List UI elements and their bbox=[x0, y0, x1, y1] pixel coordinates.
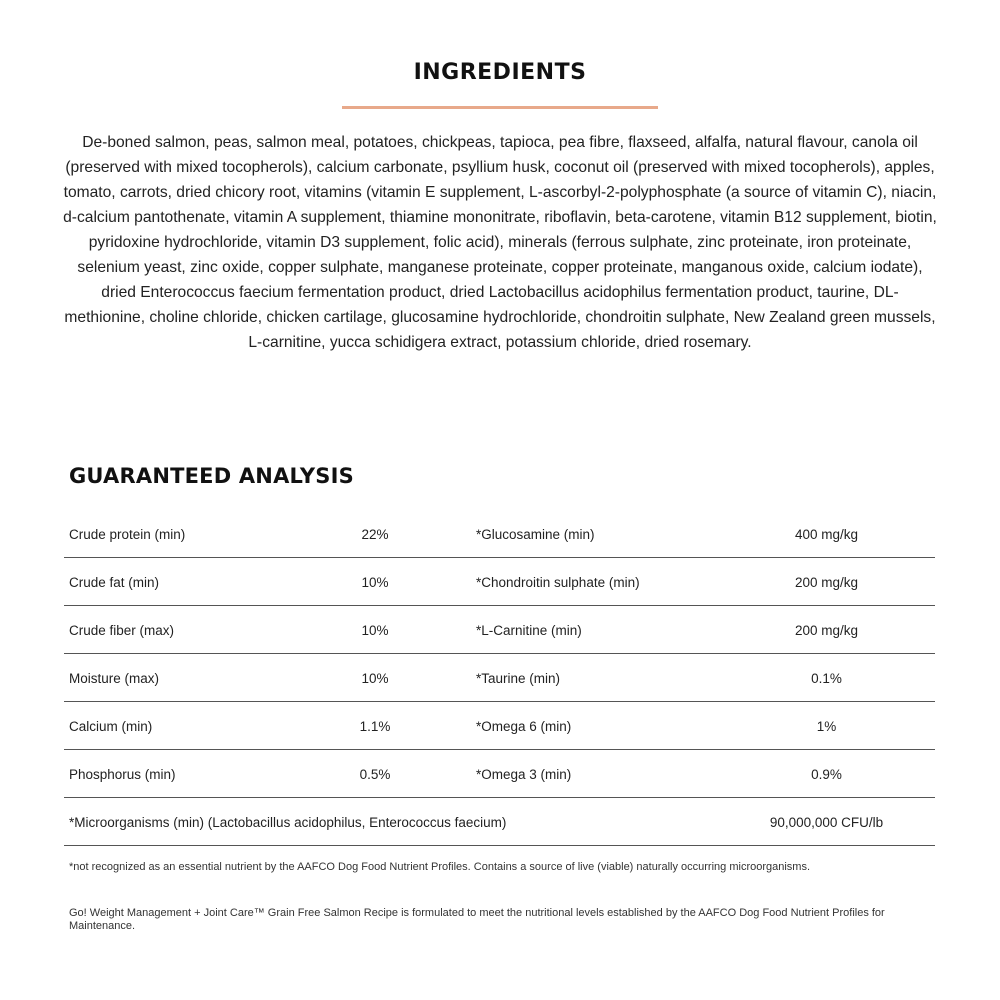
nutrient-name: *Omega 6 (min) bbox=[476, 719, 572, 734]
nutrient-name: Crude fat (min) bbox=[69, 575, 160, 590]
table-row bbox=[64, 702, 935, 750]
table-row bbox=[64, 606, 935, 654]
nutrient-value: 10% bbox=[361, 623, 389, 638]
nutrient-name: Crude protein (min) bbox=[69, 527, 186, 542]
nutrient-name: *Glucosamine (min) bbox=[476, 527, 595, 542]
table-row bbox=[64, 654, 935, 702]
guaranteed-analysis-title: GUARANTEED ANALYSIS bbox=[69, 464, 354, 488]
nutrient-value: 0.1% bbox=[811, 671, 842, 686]
nutrient-value: 90,000,000 CFU/lb bbox=[769, 815, 884, 830]
nutrient-name: Calcium (min) bbox=[69, 719, 153, 734]
nutrient-value: 0.9% bbox=[811, 767, 842, 782]
table-row bbox=[64, 750, 935, 798]
footnote: *not recognized as an essential nutrient by the AAFCO Dog Food Nutrient Profiles. Contains a source of live (viable) naturally occurring microorganisms. bbox=[69, 861, 811, 873]
nutrient-value: 10% bbox=[361, 671, 389, 686]
nutrient-value: 22% bbox=[361, 527, 389, 542]
nutrient-value: 200 mg/kg bbox=[794, 623, 859, 638]
nutrient-value: 200 mg/kg bbox=[794, 575, 859, 590]
nutrient-name: *L-Carnitine (min) bbox=[476, 623, 582, 638]
nutrient-name: *Chondroitin sulphate (min) bbox=[476, 575, 640, 590]
table-row bbox=[64, 558, 935, 606]
nutrient-name: Phosphorus (min) bbox=[69, 767, 176, 782]
nutrient-name: Moisture (max) bbox=[69, 671, 160, 686]
table-row bbox=[64, 510, 935, 558]
nutrient-name: *Microorganisms (min) (Lactobacillus acidophilus, Enterococcus faecium) bbox=[69, 815, 507, 830]
ingredients-title: INGREDIENTS bbox=[413, 60, 587, 85]
nutrient-value: 0.5% bbox=[359, 767, 391, 782]
nutrient-value: 1.1% bbox=[359, 719, 391, 734]
guaranteed-analysis-table bbox=[64, 510, 935, 846]
nutrient-value: 400 mg/kg bbox=[794, 527, 859, 542]
ingredients-text: De-boned salmon, peas, salmon meal, potatoes, chickpeas, tapioca, pea fibre, flaxseed, alfalfa, natural flavour, canola oil (preserved with mixed tocopherols), calcium carbonate, psyllium husk, coconut oil (preserved with mixed tocopherols), apples, tomato, carrots, dried chicory root, vitamins (vitamin E supplement, L-ascorbyl-2-polyphosphate (a source of vitamin C), niacin, d-calcium pantothenate, vitamin A supplement, thiamine mononitrate, riboflavin, beta-carotene, vitamin B12 supplement, biotin, pyridoxine hydrochloride, vitamin D3 supplement, folic acid), minerals (ferrous sulphate, zinc proteinate, iron proteinate, selenium yeast, zinc oxide, copper sulphate, manganese proteinate, copper proteinate, manganous oxide, calcium iodate), dried Enterococcus faecium fermentation product, dried Lactobacillus acidophilus fermentation product, taurine, DL-methionine, choline chloride, chicken cartilage, glucosamine hydrochloride, chondroitin sulphate, New Zealand green mussels, L-carnitine, yucca schidigera extract, potassium chloride, dried rosemary. bbox=[63, 134, 937, 351]
ingredients-underline bbox=[342, 106, 658, 109]
table-row-microorganisms bbox=[64, 798, 935, 846]
nutrient-value: 10% bbox=[361, 575, 389, 590]
nutrient-value: 1% bbox=[816, 719, 837, 734]
nutrient-name: *Omega 3 (min) bbox=[476, 767, 572, 782]
nutrient-name: Crude fiber (max) bbox=[69, 623, 175, 638]
aafco-statement: Go! Weight Management + Joint Care™ Grain Free Salmon Recipe is formulated to meet the nutritional levels established by the AAFCO Dog Food Nutrient Profiles for Maintenance. bbox=[69, 907, 885, 932]
nutrient-name: *Taurine (min) bbox=[476, 671, 561, 686]
